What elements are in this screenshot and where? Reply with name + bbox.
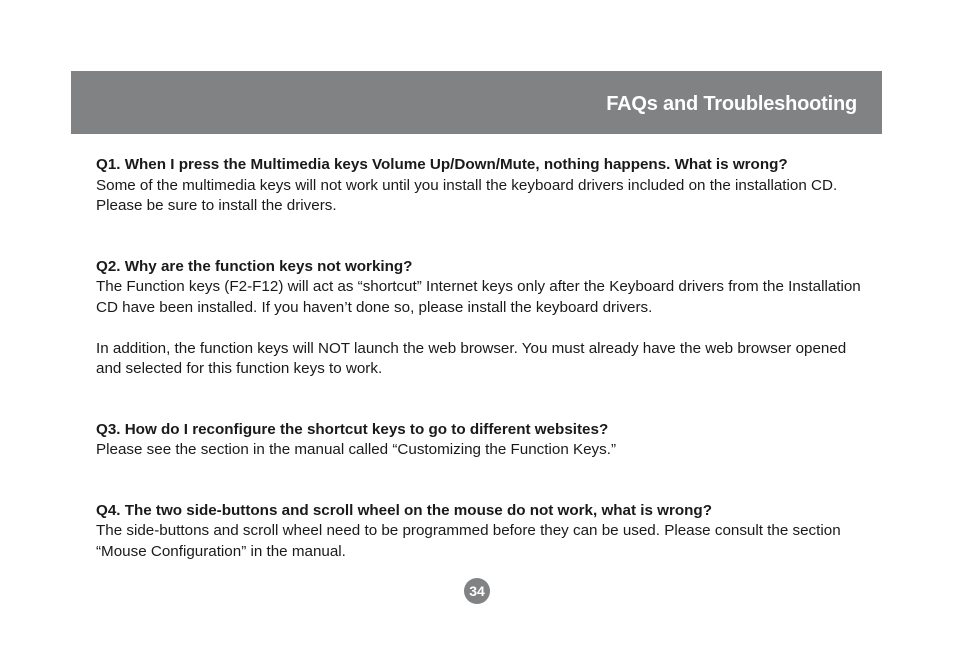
faq-item-q1 [96, 155, 866, 217]
faq-question: Q3. How do I reconfigure the shortcut keys to go to different websites? [96, 420, 609, 438]
faq-answer: Please see the section in the manual called “Customizing the Function Keys.” [96, 441, 617, 458]
faq-list [96, 155, 866, 562]
faq-answer: Some of the multimedia keys will not work until you install the keyboard drivers included on the installation CD. Please be sure to install the drivers. [96, 176, 838, 214]
section-header-bar [71, 71, 882, 134]
faq-question: Q1. When I press the Multimedia keys Volume Up/Down/Mute, nothing happens. What is wrong? [96, 156, 788, 173]
faq-item-q3 [96, 420, 866, 461]
faq-answer: The side-buttons and scroll wheel need to be programmed before they can be used. Please consult the section “Mouse Configuration” in the manual. [96, 522, 841, 560]
faq-item-q2 [96, 257, 866, 380]
faq-item-q4 [96, 501, 866, 563]
page-title: FAQs and Troubleshooting [606, 93, 857, 115]
faq-question: Q2. Why are the function keys not working? [96, 257, 413, 275]
page-number-badge: 34 [464, 578, 490, 604]
faq-answer-continued: In addition, the function keys will NOT launch the web browser. You must already have the web browser opened and selected for this function keys to work. [96, 339, 847, 377]
faq-question: Q4. The two side-buttons and scroll wheel on the mouse do not work, what is wrong? [96, 501, 712, 519]
faq-answer: The Function keys (F2-F12) will act as “shortcut” Internet keys only after the Keyboard drivers from the Installation CD have been installed. If you haven’t done so, please install the keyboard drivers. [96, 278, 861, 316]
